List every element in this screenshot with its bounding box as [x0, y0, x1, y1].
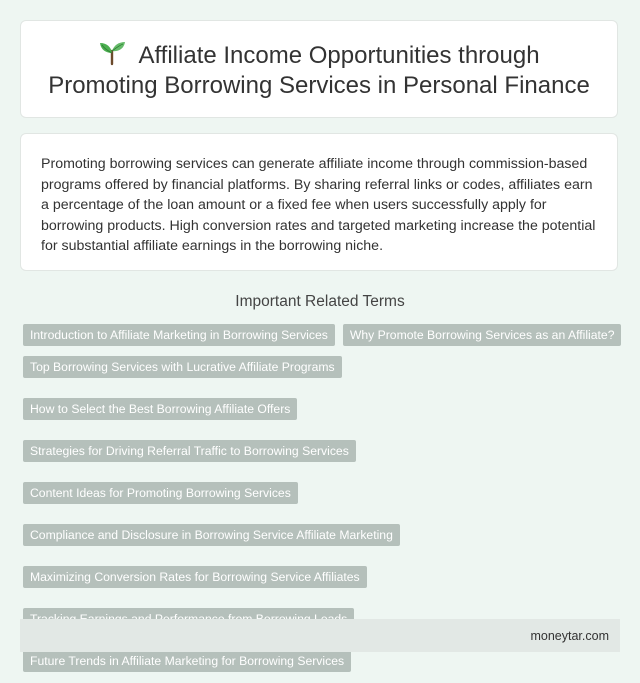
- related-terms-heading: Important Related Terms: [235, 293, 405, 310]
- related-term-tag[interactable]: How to Select the Best Borrowing Affiliate Offers: [23, 398, 297, 420]
- related-term-tag[interactable]: Content Ideas for Promoting Borrowing Services: [23, 482, 298, 504]
- related-term-tag[interactable]: Compliance and Disclosure in Borrowing Service Affiliate Marketing: [23, 524, 400, 546]
- sprout-icon: [98, 38, 126, 66]
- site-name[interactable]: moneytar.com: [530, 628, 609, 643]
- intro-text: Promoting borrowing services can generate affiliate income through commission-based programs offered by financial platforms. By sharing referral links or codes, affiliates earn a percentage of the loan amount or a fixed fee when users successfully apply for borrowing products. High conversion rates and targeted marketing increase the potential for substantial affiliate earnings in the borrowing niche.: [41, 156, 596, 254]
- related-term-tag[interactable]: Top Borrowing Services with Lucrative Affiliate Programs: [23, 356, 342, 378]
- related-term-tag[interactable]: Introduction to Affiliate Marketing in Borrowing Services: [23, 324, 335, 346]
- footer-bar: [20, 619, 620, 652]
- page-title-text: Affiliate Income Opportunities through Promoting Borrowing Services in Personal Finance: [48, 41, 590, 99]
- related-term-tag[interactable]: Strategies for Driving Referral Traffic to Borrowing Services: [23, 440, 356, 462]
- related-term-tag[interactable]: Future Trends in Affiliate Marketing for Borrowing Services: [23, 650, 351, 672]
- intro-card: [20, 133, 618, 271]
- related-term-tag[interactable]: Why Promote Borrowing Services as an Affiliate?: [343, 324, 622, 346]
- related-term-tag[interactable]: Maximizing Conversion Rates for Borrowing Service Affiliates: [23, 566, 367, 588]
- title-card: [20, 20, 618, 118]
- page-title: [41, 38, 597, 101]
